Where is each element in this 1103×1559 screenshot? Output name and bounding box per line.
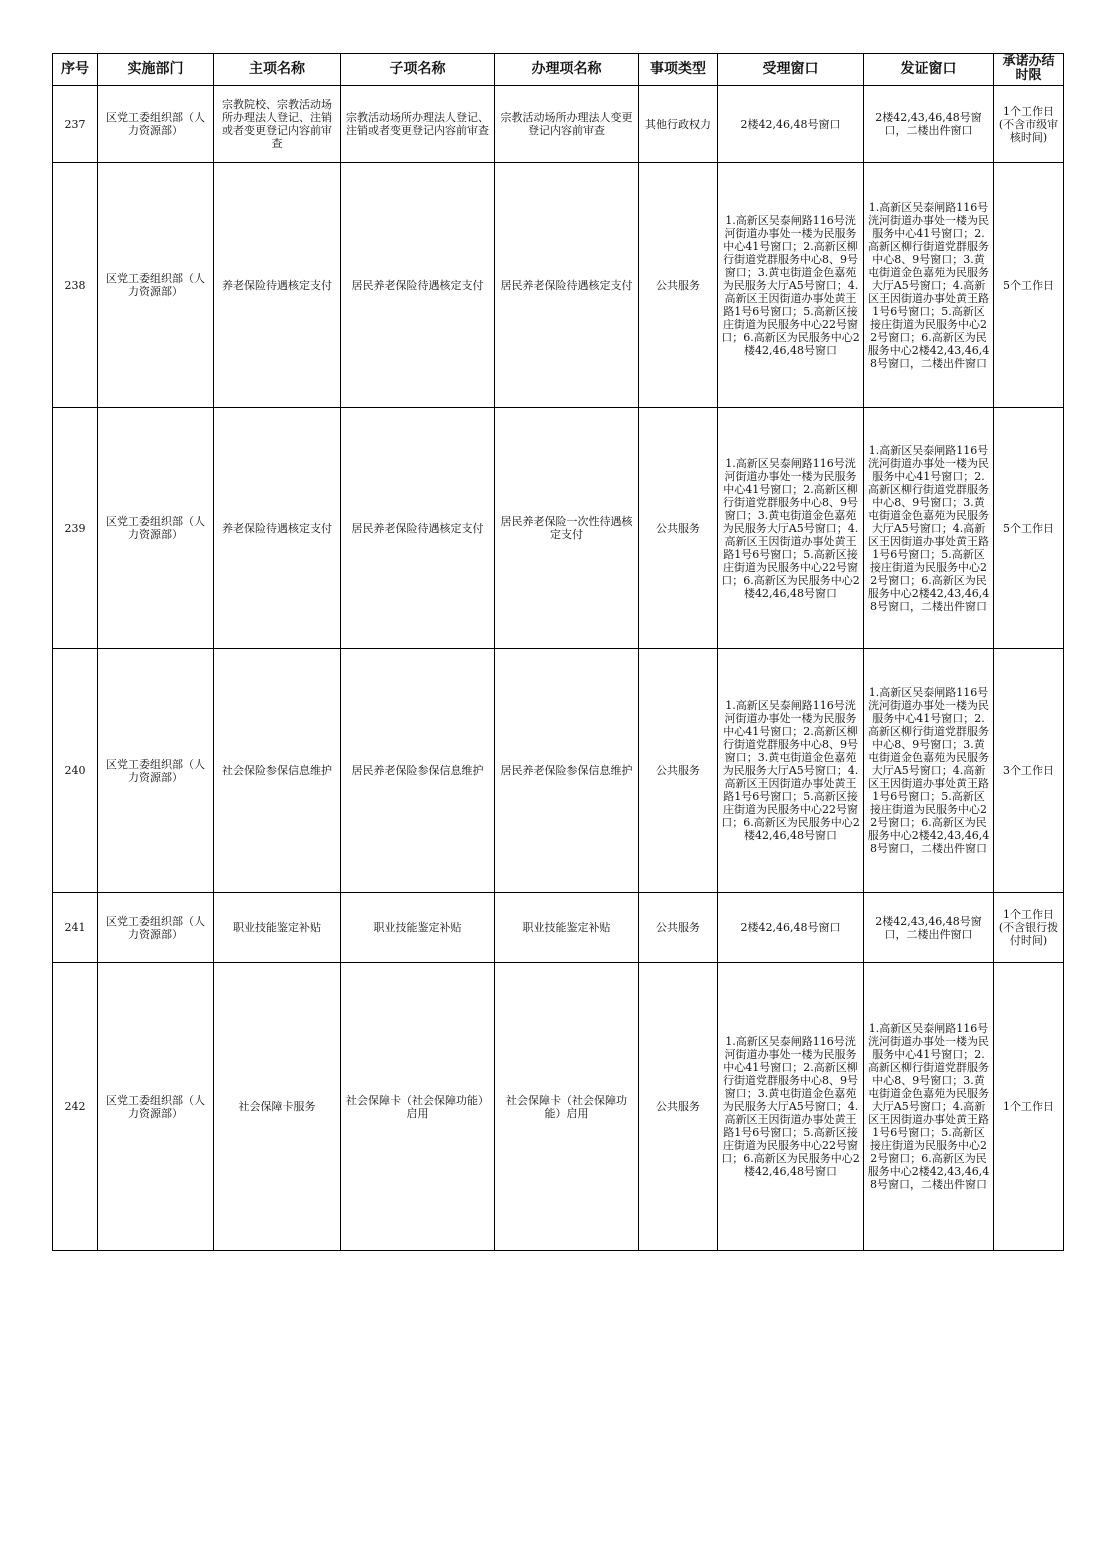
cell-main-item: 养老保险待遇核定支付 <box>214 163 341 408</box>
cell-serial: 237 <box>53 86 98 163</box>
cell-department: 区党工委组织部（人力资源部） <box>98 649 214 893</box>
cell-department: 区党工委组织部（人力资源部） <box>98 86 214 163</box>
cell-time-limit: 5个工作日 <box>994 408 1064 649</box>
cell-time-limit: 1个工作日(不含市级审核时间) <box>994 86 1064 163</box>
cell-accept-window: 2楼42,46,48号窗口 <box>718 86 864 163</box>
cell-issue-window: 1.高新区吴泰闸路116号洸河街道办事处一楼为民服务中心41号窗口；2.高新区柳行街道党群服务中心8、9号窗口；3.黄屯街道金色嘉苑为民服务大厅A5号窗口；4.高新区王因街道办事处黄王路1号6号窗口；5.高新区接庄街道为民服务中心22号窗口；6.高新区为民服务中心2楼42,43,46,48号窗口，二楼出件窗口 <box>864 163 994 408</box>
header-main-item: 主项名称 <box>214 54 341 86</box>
cell-accept-window: 1.高新区吴泰闸路116号洸河街道办事处一楼为民服务中心41号窗口；2.高新区柳行街道党群服务中心8、9号窗口；3.黄屯街道金色嘉苑为民服务大厅A5号窗口；4.高新区王因街道办事处黄王路1号6号窗口；5.高新区接庄街道为民服务中心22号窗口；6.高新区为民服务中心2楼42,46,48号窗口 <box>718 408 864 649</box>
cell-main-item: 宗教院校、宗教活动场所办理法人登记、注销或者变更登记内容前审查 <box>214 86 341 163</box>
cell-serial: 238 <box>53 163 98 408</box>
header-accept-window: 受理窗口 <box>718 54 864 86</box>
cell-item-type: 公共服务 <box>639 163 718 408</box>
header-sub-item: 子项名称 <box>341 54 495 86</box>
cell-main-item: 养老保险待遇核定支付 <box>214 408 341 649</box>
cell-time-limit: 5个工作日 <box>994 163 1064 408</box>
cell-item-type: 其他行政权力 <box>639 86 718 163</box>
header-row <box>53 54 1064 86</box>
table-row <box>53 408 1064 649</box>
cell-handling-item: 居民养老保险待遇核定支付 <box>495 163 639 408</box>
cell-accept-window: 1.高新区吴泰闸路116号洸河街道办事处一楼为民服务中心41号窗口；2.高新区柳行街道党群服务中心8、9号窗口；3.黄屯街道金色嘉苑为民服务大厅A5号窗口；4.高新区王因街道办事处黄王路1号6号窗口；5.高新区接庄街道为民服务中心22号窗口；6.高新区为民服务中心2楼42,46,48号窗口 <box>718 963 864 1251</box>
table-row <box>53 86 1064 163</box>
cell-sub-item: 职业技能鉴定补贴 <box>341 893 495 963</box>
cell-department: 区党工委组织部（人力资源部） <box>98 163 214 408</box>
cell-item-type: 公共服务 <box>639 649 718 893</box>
cell-sub-item: 居民养老保险参保信息维护 <box>341 649 495 893</box>
header-serial: 序号 <box>53 54 98 86</box>
cell-main-item: 社会保障卡服务 <box>214 963 341 1251</box>
cell-department: 区党工委组织部（人力资源部） <box>98 408 214 649</box>
cell-serial: 239 <box>53 408 98 649</box>
cell-main-item: 职业技能鉴定补贴 <box>214 893 341 963</box>
cell-serial: 242 <box>53 963 98 1251</box>
cell-main-item: 社会保险参保信息维护 <box>214 649 341 893</box>
cell-handling-item: 居民养老保险一次性待遇核定支付 <box>495 408 639 649</box>
cell-accept-window: 2楼42,46,48号窗口 <box>718 893 864 963</box>
cell-handling-item: 宗教活动场所办理法人变更登记内容前审查 <box>495 86 639 163</box>
cell-issue-window: 2楼42,43,46,48号窗口，二楼出件窗口 <box>864 893 994 963</box>
cell-sub-item: 社会保障卡（社会保障功能）启用 <box>341 963 495 1251</box>
cell-issue-window: 1.高新区吴泰闸路116号洸河街道办事处一楼为民服务中心41号窗口；2.高新区柳行街道党群服务中心8、9号窗口；3.黄屯街道金色嘉苑为民服务大厅A5号窗口；4.高新区王因街道办事处黄王路1号6号窗口；5.高新区接庄街道为民服务中心22号窗口；6.高新区为民服务中心2楼42,43,46,48号窗口，二楼出件窗口 <box>864 408 994 649</box>
cell-item-type: 公共服务 <box>639 893 718 963</box>
cell-item-type: 公共服务 <box>639 408 718 649</box>
cell-serial: 241 <box>53 893 98 963</box>
cell-issue-window: 1.高新区吴泰闸路116号洸河街道办事处一楼为民服务中心41号窗口；2.高新区柳行街道党群服务中心8、9号窗口；3.黄屯街道金色嘉苑为民服务大厅A5号窗口；4.高新区王因街道办事处黄王路1号6号窗口；5.高新区接庄街道为民服务中心22号窗口；6.高新区为民服务中心2楼42,43,46,48号窗口，二楼出件窗口 <box>864 963 994 1251</box>
cell-serial: 240 <box>53 649 98 893</box>
cell-issue-window: 2楼42,43,46,48号窗口，二楼出件窗口 <box>864 86 994 163</box>
header-department: 实施部门 <box>98 54 214 86</box>
cell-time-limit: 1个工作日(不含银行拨付时间) <box>994 893 1064 963</box>
cell-time-limit: 1个工作日 <box>994 963 1064 1251</box>
cell-sub-item: 宗教活动场所办理法人登记、注销或者变更登记内容前审查 <box>341 86 495 163</box>
cell-time-limit: 3个工作日 <box>994 649 1064 893</box>
cell-sub-item: 居民养老保险待遇核定支付 <box>341 408 495 649</box>
cell-sub-item: 居民养老保险待遇核定支付 <box>341 163 495 408</box>
header-time-limit: 承诺办结时限 <box>994 54 1064 86</box>
cell-handling-item: 居民养老保险参保信息维护 <box>495 649 639 893</box>
cell-accept-window: 1.高新区吴泰闸路116号洸河街道办事处一楼为民服务中心41号窗口；2.高新区柳行街道党群服务中心8、9号窗口；3.黄屯街道金色嘉苑为民服务大厅A5号窗口；4.高新区王因街道办事处黄王路1号6号窗口；5.高新区接庄街道为民服务中心22号窗口；6.高新区为民服务中心2楼42,46,48号窗口 <box>718 163 864 408</box>
table-row <box>53 163 1064 408</box>
service-items-table <box>52 53 1064 1251</box>
cell-issue-window: 1.高新区吴泰闸路116号洸河街道办事处一楼为民服务中心41号窗口；2.高新区柳行街道党群服务中心8、9号窗口；3.黄屯街道金色嘉苑为民服务大厅A5号窗口；4.高新区王因街道办事处黄王路1号6号窗口；5.高新区接庄街道为民服务中心22号窗口；6.高新区为民服务中心2楼42,43,46,48号窗口，二楼出件窗口 <box>864 649 994 893</box>
cell-department: 区党工委组织部（人力资源部） <box>98 893 214 963</box>
cell-department: 区党工委组织部（人力资源部） <box>98 963 214 1251</box>
cell-accept-window: 1.高新区吴泰闸路116号洸河街道办事处一楼为民服务中心41号窗口；2.高新区柳行街道党群服务中心8、9号窗口；3.黄屯街道金色嘉苑为民服务大厅A5号窗口；4.高新区王因街道办事处黄王路1号6号窗口；5.高新区接庄街道为民服务中心22号窗口；6.高新区为民服务中心2楼42,46,48号窗口 <box>718 649 864 893</box>
table-row <box>53 963 1064 1251</box>
header-handling-item: 办理项名称 <box>495 54 639 86</box>
cell-handling-item: 社会保障卡（社会保障功能）启用 <box>495 963 639 1251</box>
table-row <box>53 893 1064 963</box>
header-issue-window: 发证窗口 <box>864 54 994 86</box>
cell-item-type: 公共服务 <box>639 963 718 1251</box>
table-row <box>53 649 1064 893</box>
header-item-type: 事项类型 <box>639 54 718 86</box>
cell-handling-item: 职业技能鉴定补贴 <box>495 893 639 963</box>
